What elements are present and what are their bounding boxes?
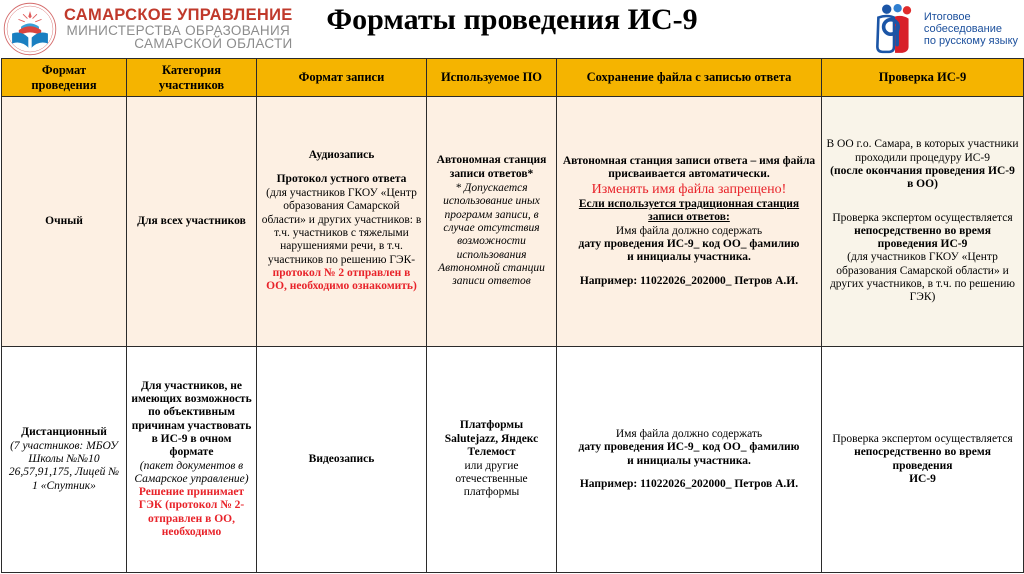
category-title-onsite: Для всех участников <box>137 214 246 227</box>
col-header-record-line1: Формат записи <box>298 70 385 85</box>
logo-line-1: САМАРСКОЕ УПРАВЛЕНИЕ <box>64 5 293 24</box>
interview-line-1: Итоговое <box>923 10 971 23</box>
col-header-category-line2: участников <box>158 77 225 92</box>
record-body-onsite: (для участников ГКОУ «Центр образования Самарской области» и других участников: в т.ч. участников с тяжелыми нарушениями речи, в т.ч. участников по решению ГЭК- <box>261 186 422 266</box>
col-header-format-line1: Формат <box>41 62 87 77</box>
cell-format-onsite <box>2 97 127 347</box>
cell-check-onsite <box>822 97 1024 347</box>
col-header-check-line1: Проверка ИС-9 <box>878 70 967 85</box>
category-italic1-remote: (пакет документов в Самарское управление) <box>134 459 249 485</box>
cell-software-remote <box>427 347 557 573</box>
check-plain1-remote: Проверка экспертом осуществляется <box>832 432 1013 445</box>
table-header <box>2 59 1024 97</box>
record-subheading-onsite: Протокол устного ответа <box>276 173 407 186</box>
cell-saving-onsite <box>557 97 822 347</box>
cell-software-onsite <box>427 97 557 347</box>
logo-line-3: САМАРСКОЙ ОБЛАСТИ <box>134 36 293 52</box>
saving-example-onsite: Например: 11022026_202000_ Петров А.И. <box>579 274 799 287</box>
check-plain3-onsite: (для участников ГКОУ «Центр образования Самарской области» и других участников, в т.ч. по решению ГЭК) <box>829 251 1016 304</box>
cell-category-onsite <box>127 97 257 347</box>
software-heading1-onsite: Автономная станция <box>436 154 547 167</box>
final-interview-logo <box>868 3 1020 55</box>
format-title-onsite: Очный <box>45 214 83 227</box>
format-note-remote: (7 участников: МБОУ Школы №№10 26,57,91,175, Лицей № 1 «Спутник» <box>8 439 120 492</box>
formats-table <box>1 58 1024 573</box>
col-header-category <box>127 59 257 97</box>
saving-bold2-onsite: дату проведения ИС-9_ код ОО_ фамилию <box>578 237 800 250</box>
samara-education-logo <box>2 1 293 57</box>
col-header-saving-line1: Сохранение файла с записью ответа <box>586 70 792 85</box>
table-body <box>2 97 1024 573</box>
check-bold2-onsite: непосредственно во время проведения ИС-9 <box>854 224 991 251</box>
col-header-category-line1: Категория <box>161 62 222 77</box>
table-header-row <box>2 59 1024 97</box>
category-bold1-remote: Для участников, не имеющих возможность по объективным причинам участвовать в ИС-9 в очном формате <box>131 379 252 459</box>
col-header-record <box>257 59 427 97</box>
saving-example-remote: Например: 11022026_202000_ Петров А.И. <box>579 477 799 490</box>
col-header-software-line1: Используемое ПО <box>440 70 543 85</box>
record-heading-onsite: Аудиозапись <box>308 149 375 162</box>
interview-line-3: по русскому языку <box>923 35 1018 48</box>
logo-line-2: МИНИСТЕРСТВА ОБРАЗОВАНИЯ <box>66 22 290 38</box>
record-heading-remote: Видеозапись <box>308 452 375 465</box>
page-title: Форматы проведения ИС-9 <box>326 3 698 36</box>
software-plain1-remote: Платформы <box>459 419 524 432</box>
spacer <box>561 468 817 478</box>
cell-record-remote <box>257 347 427 573</box>
category-red-note-remote: Решение принимает ГЭК (протокол № 2- отправлен в ОО, необходимо <box>138 486 245 539</box>
check-bold1-remote: непосредственно во время проведения <box>854 446 991 472</box>
software-plain2-remote: или другие отечественные платформы <box>455 459 528 499</box>
saving-red-warning-onsite: Изменять имя файла запрещено! <box>591 181 787 197</box>
format-title-remote: Дистанционный <box>21 425 107 438</box>
table-row <box>2 97 1024 347</box>
saving-plain1-remote: Имя файла должно содержать <box>615 427 763 440</box>
software-bold1-remote: Salutejazz, Яндекс Телемост <box>444 433 539 459</box>
check-plain2-onsite: Проверка экспертом осуществляется <box>832 211 1013 224</box>
saving-bold1-remote: дату проведения ИС-9_ код ОО_ фамилию <box>578 441 800 454</box>
cell-saving-remote <box>557 347 822 573</box>
col-header-format-line2: проведения <box>31 77 97 92</box>
interview-line-2: собеседование <box>923 22 1002 35</box>
spacer <box>261 163 422 173</box>
cell-category-remote <box>127 347 257 573</box>
slide-header <box>0 0 1024 58</box>
final-interview-nine-icon <box>868 3 920 55</box>
col-header-check <box>822 59 1024 97</box>
col-header-format <box>2 59 127 97</box>
final-interview-logo-text <box>924 11 1018 48</box>
check-bold1-onsite: (после окончания проведения ИС-9 в ОО) <box>830 164 1015 191</box>
cell-record-onsite <box>257 97 427 347</box>
col-header-software <box>427 59 557 97</box>
samara-education-emblem-icon <box>2 1 58 57</box>
spacer <box>561 265 817 275</box>
cell-format-remote <box>2 347 127 573</box>
saving-bold1-onsite: Автономная станция записи ответа – имя файла присваивается автоматически. <box>562 155 816 181</box>
table-row <box>2 347 1024 573</box>
check-bold2-remote: ИС-9 <box>909 472 936 485</box>
saving-bold2-remote: и инициалы участника. <box>627 454 751 467</box>
record-red-note-onsite: протокол № 2 отправлен в ОО, необходимо ознакомить) <box>266 266 417 293</box>
cell-check-remote <box>822 347 1024 573</box>
software-heading2-onsite: записи ответов* <box>449 168 534 181</box>
check-plain1-onsite: В ОО г.о. Самара, в которых участники проходили процедуру ИС-9 <box>826 138 1019 164</box>
saving-bold3-onsite: и инициалы участника. <box>627 251 751 264</box>
spacer <box>826 192 1019 212</box>
col-header-saving <box>557 59 822 97</box>
software-note-onsite: * Допускается использование иных программ записи, в случае отсутствия возможности использования Автономной станции записи ответов <box>438 181 545 288</box>
saving-underlined-onsite: Если используется традиционная станция записи ответов: <box>578 197 800 224</box>
saving-plain1-onsite: Имя файла должно содержать <box>615 224 763 237</box>
samara-education-logo-text <box>64 7 293 51</box>
